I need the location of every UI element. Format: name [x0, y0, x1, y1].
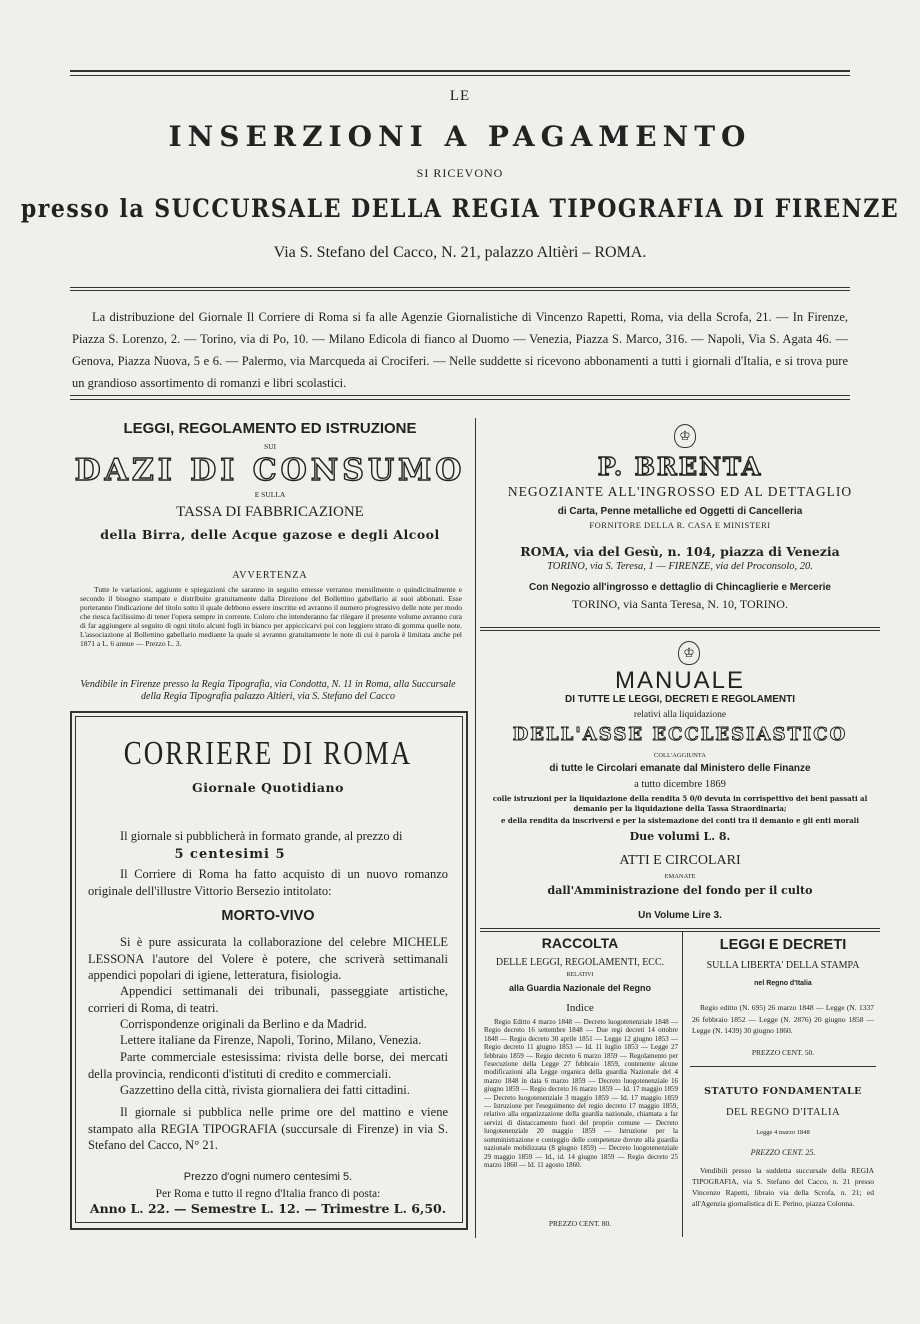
statuto-text: Vendibili presso la suddetta succursale della REGIA TIPOGRAFIA, via S. Stefano del Cacco, n. 21 presso Vincenzo Rapetti, libraio via della Scrofa, n. 21; ed all'Agenzia giornalistica di E. Perino, piazza Colonna. [692, 1166, 874, 1208]
manuale-line6: e della rendita da inscriversi e per la sistemazione dei conti tra il demanio e gli enti morali [500, 816, 859, 825]
leggi-title: DAZI DI CONSUMO [74, 453, 466, 488]
corriere-p3: Si è pure assicurata la collaborazione del celebre MICHELE LESSONA l'autore del Volere è potere, che scriverà settimanali appendici popolari di igiene, letteratura, fisiologia. [88, 935, 448, 982]
leggi-tassa: TASSA DI FABBRICAZIONE [176, 504, 364, 520]
leggi-birra: della Birra, delle Acque gazose e degli Alcool [100, 527, 440, 542]
column-divider [475, 418, 476, 1238]
raccolta-indice: Indice [566, 1002, 594, 1014]
corriere-subtitle: Giornale Quotidiano [192, 780, 344, 795]
corriere-morto-vivo: MORTO-VIVO [221, 908, 315, 924]
brenta-line6: Con Negozio all'ingrosso e dettaglio di Chincaglierie e Mercerie [529, 582, 831, 593]
brenta-line7: TORINO, via Santa Teresa, N. 10, TORINO. [572, 597, 788, 611]
leggi-heading: LEGGI, REGOLAMENTO ED ISTRUZIONE [123, 420, 417, 437]
manuale-amministrazione: dall'Amministrazione del fondo per il culto [547, 884, 813, 897]
crown-emblem-icon: ♔ [674, 424, 696, 448]
leggi-decreti-line1: SULLA LIBERTA' DELLA STAMPA [706, 960, 860, 971]
brenta-line1: NEGOZIANTE ALL'INGROSSO ED AL DETTAGLIO [507, 484, 853, 499]
raccolta-prezzo: PREZZO CENT. 80. [548, 1219, 612, 1228]
corriere-p4: Appendici settimanali dei tribunali, passeggiate artistiche, corrieri di Roma, di teatri. [88, 984, 448, 1015]
leggi-decreti-rule [690, 1066, 876, 1067]
corriere-p6: Lettere italiane da Firenze, Napoli, Torino, Milano, Venezia. [120, 1033, 422, 1047]
manuale-line5: colle istruzioni per la liquidazione della rendita 5 0/0 devuta in corrispettivo dei beni passati al demanio per la liquidazione della Tassa Straordinaria; [492, 794, 868, 813]
manuale-volumi: Due volumi L. 8. [629, 830, 731, 843]
corriere-prezzo: Prezzo d'ogni numero centesimi 5. [183, 1171, 353, 1183]
brenta-line2: di Carta, Penne metalliche ed Oggetti di Cancelleria [557, 506, 803, 517]
header-le: LE [449, 88, 471, 104]
brenta-line3: FORNITORE DELLA R. CASA E MINISTERI [589, 520, 771, 530]
leggi-vendibile: Vendibile in Firenze presso la Regia Tipografia, via Condotta, N. 11 in Roma, alla Succursale della Regia Tipografia palazzo Altieri, via S. Stefano del Cacco [80, 679, 456, 702]
lower-divider [682, 932, 683, 1237]
statuto-title: STATUTO FONDAMENTALE [704, 1086, 862, 1097]
corriere-p7: Parte commerciale estesissima: rivista delle borse, dei mercati della provincia, rendiconti d'istituti di credito e commerciali. [88, 1050, 448, 1081]
raccolta-title: RACCOLTA [541, 935, 619, 951]
brenta-rule [480, 627, 880, 628]
leggi-decreti-prezzo: PREZZO CENT. 50. [751, 1048, 815, 1057]
brenta-rule-2 [480, 630, 880, 631]
corriere-abbonamento: Anno L. 22. — Semestre L. 12. — Trimestre L. 6,50. [89, 1201, 447, 1216]
distribution-rule-2 [70, 399, 850, 400]
leggi-e-sulla: E SULLA [254, 490, 286, 499]
manuale-title: MANUALE [614, 667, 746, 694]
distribution-rule [70, 395, 850, 396]
manuale-line2: relativi alla liquidazione [633, 710, 727, 720]
header-si-ricevono: SI RICEVONO [416, 166, 504, 180]
manuale-line4: a tutto dicembre 1869 [634, 779, 726, 790]
manuale-rule [480, 928, 880, 929]
corriere-p8: Gazzettino della città, rivista giornaliera dei fatti cittadini. [120, 1083, 410, 1097]
raccolta-text: Regio Editto 4 marzo 1848 — Decreto luogotenenziale 1848 — Regio decreto 16 settembre 1848 — Due regi decreti 14 ottobre 1848 — Regio decreto 30 aprile 1851 — Legge 12 giugno 1853 — Regio decreto 11 giugno 1853 — Id. 11 luglio 1853 — Legge 27 febbraio 1859 — Regio decreto 6 marzo 1859 — Regolamento per l'esecuzione della Legge 27 febbraio 1859, contenente alcune modificazioni alla Legge organica della guardia Nazionale del 4 marzo 1848 in data 6 marzo 1859 — Decreto luogotenenziale 16 giugno 1859 — Regio decreto 16 marzo 1859 — Id. 17 maggio 1859 — Decreto luogotenenziale 3 maggio 1859 — Id. 17 maggio 1859 — Istruzione per l'eseguimento del regio decreto 17 maggio 1859, relativo alla organizzazione della guardia nazionale, chiamata a far servizi di distaccamento fuori del proprio comune — Decreto luogotenenziale 20 maggio 1859 — Istruzione per la somministrazione e conteggio delle competenze dovute alla guardia nazionale mobilizzata (8 giugno 1859) — Decreto luogotenenziale 29 maggio 1859 — Id., id. 14 giugno 1859 — Regio decreto 25 marzo 1860 — Id. 11 agosto 1860. [484, 1018, 678, 1169]
statuto-line2: Legge 4 marzo 1848 [756, 1129, 810, 1136]
manuale-atti: ATTI E CIRCOLARI [619, 853, 741, 868]
manuale-coll: COLL'AGGIUNTA [654, 752, 706, 759]
brenta-line5: TORINO, via S. Teresa, 1 — FIRENZE, via del Proconsolo, 20. [547, 561, 813, 572]
top-rule-thin [70, 75, 850, 76]
header-rule [70, 287, 850, 288]
header-presso: presso la SUCCURSALE DELLA REGIA TIPOGRAFIA DI FIRENZE [20, 194, 900, 224]
header-title: INSERZIONI A PAGAMENTO [168, 120, 752, 153]
manuale-rule-2 [480, 931, 880, 932]
leggi-sui: SUI [263, 442, 277, 451]
leggi-decreti-text: Regio editto (N. 695) 26 marzo 1848 — Legge (N. 1337 26 febbraio 1852 — Legge (N. 2876) 20 giugno 1858 — Legge (N. 1439) 30 giugno 1860. [692, 1003, 874, 1035]
manuale-volume: Un Volume Lire 3. [638, 910, 722, 921]
raccolta-relativi: RELATIVI [566, 972, 594, 978]
leggi-decreti-title: LEGGI E DECRETI [719, 937, 847, 953]
manuale-line1: DI TUTTE LE LEGGI, DECRETI E REGOLAMENTI [564, 694, 795, 705]
header-address: Via S. Stefano del Cacco, N. 21, palazzo Altièri – ROMA. [273, 244, 647, 261]
top-rule [70, 70, 850, 72]
distribution-text: La distribuzione del Giornale Il Corriere di Roma si fa alle Agenzie Giornalistiche di Vincenzo Rapetti, Roma, via della Scrofa, 21. — In Firenze, Piazza S. Lorenzo, 2. — Torino, via di Po, 10. — Milano Edicola di fianco al Duomo — Venezia, Piazza S. Marco, 316. — Napoli, Via S. Agata 46. — Genova, Piazza Nuova, 5 e 6. — Palermo, via Marcqueda ai Crociferi. — Nelle suddette si ricevono abbonamenti a tutti i giornali d'Italia, e si trova pure un grandioso assortimento di romanzi e libri scolastici. [72, 310, 848, 390]
brenta-name: P. BRENTA [597, 452, 763, 481]
corriere-per-roma: Per Roma e tutto il regno d'Italia franco di posta: [155, 1188, 381, 1200]
corriere-p5: Corrispondenze originali da Berlino e da Madrid. [120, 1017, 367, 1031]
leggi-decreti-line2: nel Regno d'Italia [754, 980, 812, 987]
manuale-line3: di tutte le Circolari emanate dal Ministero delle Finanze [549, 763, 811, 774]
raccolta-line1: DELLE LEGGI, REGOLAMENTI, ECC. [495, 957, 665, 968]
manuale-emanate: EMANATE [664, 873, 696, 880]
corriere-p1: Il giornale si pubblicherà in formato grande, al prezzo di [120, 829, 403, 843]
corriere-p2: Il Corriere di Roma ha fatto acquisto di un nuovo romanzo originale dell'illustre Vittorio Bersezio intitolato: [88, 867, 448, 898]
brenta-line4: ROMA, via del Gesù, n. 104, piazza di Venezia [520, 544, 840, 559]
statuto-prezzo: PREZZO CENT. 25. [750, 1148, 816, 1157]
manuale-asse: DELL'ASSE ECCLESIASTICO [512, 724, 848, 745]
corriere-p1b: 5 centesimi 5 [174, 847, 286, 862]
leggi-avvertenza-text: Tutte le variazioni, aggiunte e spiegazioni che saranno in seguito emesse verranno mensilmente o quindicinalmente e secondo il bisogno stampate e distribuite gratuitamente dalla Direzione del Bollettino gabellario ai suoi abbonati. Esse porteranno l'indicazione del titolo sotto il quale debbono essere inscritte ed avranno il numero progressivo delle note per modo che riesca facilissimo di tener l'opera sempre in corrente. Coloro che intenderanno far rilegare il presente volume avranno cura di far aggiungere al seguito di ogni titolo alcuni fogli in bianco per appiccicarvi poi con leggiero strato di gomma quelle note. L'associazione al Bollettino gabellario mediante la quale si avranno gratuitamente le note di cui è parola è limitata anche pel 1871 a L. 6 annue — Prezzo L. 3. [80, 585, 462, 648]
statuto-line1: DEL REGNO D'ITALIA [725, 1107, 841, 1118]
header-rule-2 [70, 290, 850, 291]
raccolta-line2: alla Guardia Nazionale del Regno [508, 983, 652, 993]
corriere-p9: Il giornale si pubblica nelle prime ore del mattino e viene stampato alla REGIA TIPOGRAFIA (succursale di Firenze) in via S. Stefano del Cacco, N° 21. [88, 1105, 448, 1152]
leggi-avvertenza: AVVERTENZA [232, 570, 308, 581]
corriere-title: CORRIERE DI ROMA [123, 734, 413, 772]
crown-emblem-icon-2: ♔ [678, 641, 700, 665]
